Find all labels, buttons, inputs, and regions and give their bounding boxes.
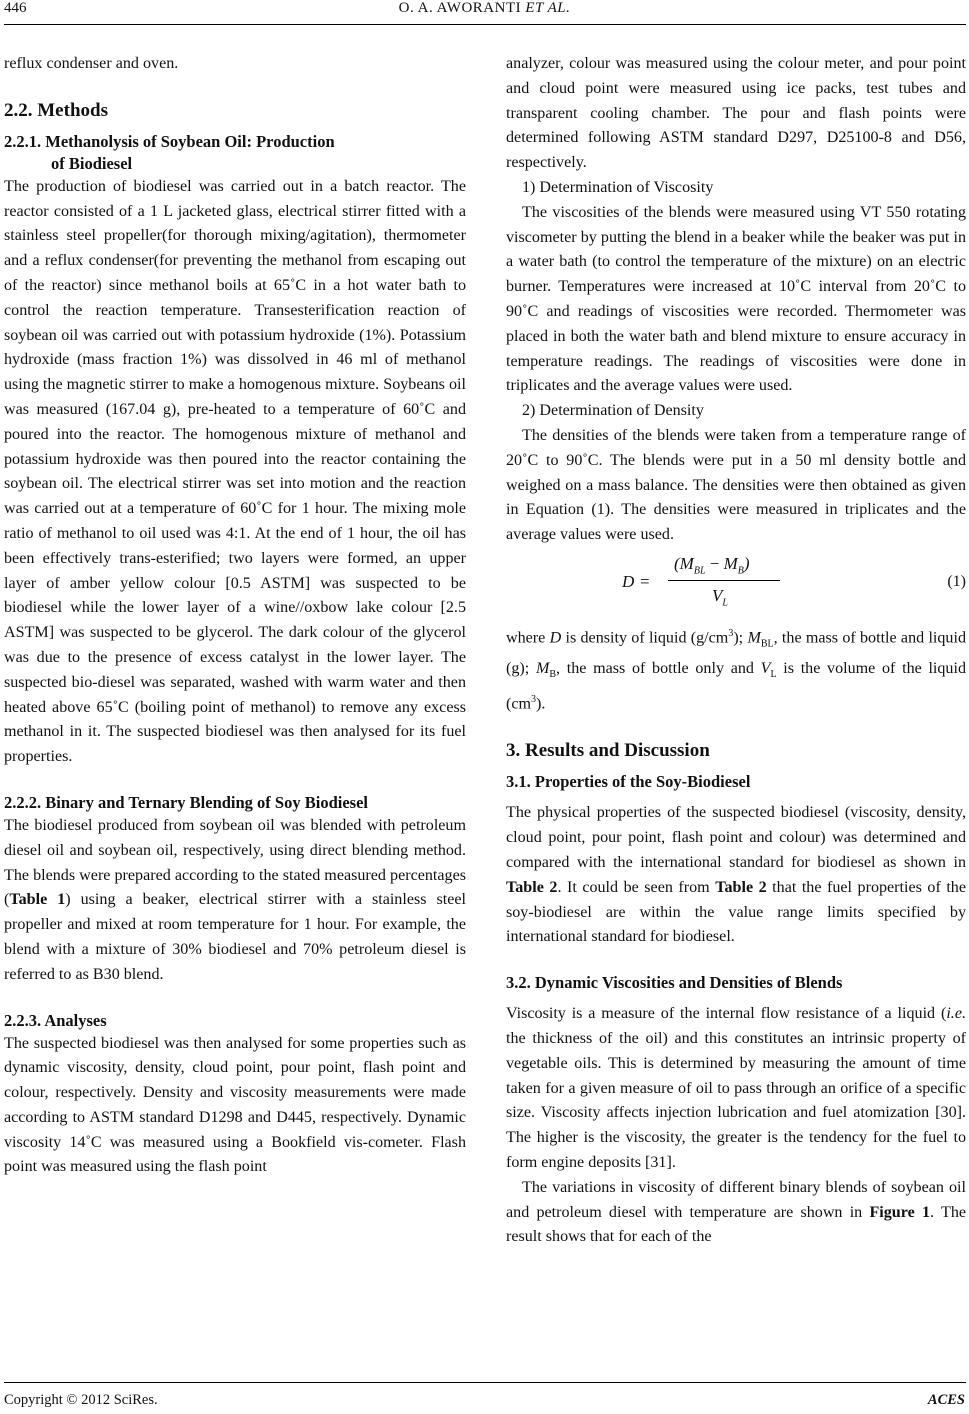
sub-heading-density: 2) Determination of Density (522, 402, 704, 420)
text-run: . It could be seen from (557, 878, 716, 896)
equation-1 (506, 554, 966, 616)
subsection-heading-analyses: 2.2.3. Analyses (4, 1010, 107, 1030)
paragraph: The production of biodiesel was carried out in a batch reactor. The reactor consisted of a 1 L jacketed glass, electrical stirrer fitted with a stainless steel propeller(for thorough mixing/agitation), thermometer and a reflux condenser(for preventing the methanol from escaping out of the reactor) since methanol boils at 65˚C in a hot water bath to control the reaction temperature. Transesterification reaction of soybean oil was carried out with potassium hydroxide (1%). Potassium hydroxide (mass fraction 1%) was dissolved in 46 ml of methanol using the magnetic stirrer to make a homogenous mixture. Soybeans oil was measured (167.04 g), pre-heated to a temperature of 60˚C and poured into the reactor. The homogenous mixture of methanol and potassium hydroxide was then poured into the reactor containing the soybean oil. The electrical stirrer was set into motion and the reaction was carried out at a temperature of 60˚C for 1 hour. The mixing mole ratio of methanol to oil used was 4:1. At the end of 1 hour, the oil has been effectively trans-esterified; two layers were formed, an upper layer of amber yellow colour [0.5 ASTM] was suspected to be biodiesel while the lower layer of a wine//oxbow lake colour [2.5 ASTM] was suspected to be glycerol. The dark colour of the glycerol was due to the presence of excess catalyst in the lower layer. The suspected bio-diesel was separated, washed with warm water and then heated above 65˚C (boiling point of methanol) to remove any excess methanol in it. The suspected biodiesel was then analysed for its fuel properties. (4, 177, 466, 766)
table-reference: Table 2 (506, 878, 558, 896)
italic-text: i.e. (946, 1005, 966, 1023)
paragraph (506, 801, 966, 950)
right-column (506, 52, 966, 1250)
page-number: 446 (4, 0, 27, 16)
heading-line: 2.2.1. Methanolysis of Soybean Oil: Production (4, 131, 335, 151)
symbol: M (535, 660, 550, 678)
paragraph (506, 622, 966, 718)
text-run: ). (536, 695, 546, 713)
symbol: M (747, 629, 761, 647)
paragraph (4, 814, 466, 988)
text-run: is the volume of the liquid (cm (506, 660, 967, 713)
subsection-heading-viscosities: 3.2. Dynamic Viscosities and Densities of Blends (506, 973, 843, 993)
paragraph: The viscosities of the blends were measured using VT 550 rotating viscometer by putting the blend in a beaker while the beaker was put in a water bath (to control the temperature of the mixture) on an electric burner. Temperatures were increased at 10˚C interval from 20˚C to 90˚C and readings of viscosities were recorded. Thermometer was placed in both the water bath and blend mixture to ensure accuracy in temperature readings. The readings of viscosities were done in triplicates and the average values were used. (506, 203, 966, 395)
table-reference: Table 1 (9, 891, 66, 909)
journal-name: ACES (927, 1392, 965, 1408)
sub-heading-viscosity: 1) Determination of Viscosity (522, 178, 714, 196)
paragraph: analyzer, colour was measured using the colour meter, and pour point and cloud point were measured using ice packs, test tubes and transparent cooling chamber. The pour and flash points were determined following ASTM standard D297, D25100-8 and D56, respectively. (506, 55, 966, 172)
subscript: B (549, 669, 557, 681)
paragraph: The suspected biodiesel was then analysed for some properties such as dynamic viscosity, density, cloud point, pour point, flash point and colour, respectively. Density and viscosity measurements were made according to ASTM standard D1298 and D445, respectively. Dynamic viscosity 14˚C was measured using a Bookfield vis-cometer. Flash point was measured using the flash point (4, 1034, 466, 1176)
text-run: is density of liquid (g/cm (561, 629, 729, 647)
eq-subscript: L (722, 597, 728, 609)
header-rule (4, 24, 966, 25)
text-run: ) using a beaker, electrical stirrer with a stainless steel propeller and mixed at room temperature for 1 hour. For example, the blend with a mixture of 30% biodiesel and 70% petroleum diesel is referred to as B30 blend. (4, 891, 466, 983)
eq-denominator (712, 584, 728, 616)
text-run: , the mass of bottle and liquid (g); (506, 629, 966, 678)
footer-rule (4, 1382, 966, 1383)
text-run: . The result shows that for each of the (506, 1203, 967, 1246)
running-title (0, 0, 969, 17)
eq-subscript: BL (693, 565, 706, 577)
table-reference: Table 2 (715, 878, 767, 896)
eq-equals: = (640, 571, 650, 591)
running-title-et-al: ET AL. (525, 0, 571, 16)
subscript: BL (760, 638, 774, 650)
subsection-heading-blending: 2.2.2. Binary and Ternary Blending of Soy Biodiesel (4, 792, 368, 812)
text-run: the thickness of the oil) and this constitutes an intrinsic property of vegetable oils. This is determined by measuring the amount of time taken for a given measure of oil to pass through an orifice of a specific size. Viscosity affects injection lubrication and fuel atomization [30]. The higher is the viscosity, the greater is the tendency for the fuel to form engine deposits [31]. (506, 1030, 966, 1172)
text-run: where (506, 629, 550, 647)
page-header (0, 0, 969, 24)
equation-number: (1) (947, 572, 966, 590)
text-run: Viscosity is a measure of the internal flow resistance of a liquid ( (506, 1005, 947, 1023)
subsection-heading-properties: 3.1. Properties of the Soy-Biodiesel (506, 772, 751, 792)
figure-reference: Figure 1 (869, 1203, 931, 1221)
paragraph: The densities of the blends were taken from a temperature range of 20˚C to 90˚C. The blends were put in a 50 ml density bottle and weighed on a mass balance. The densities were then obtained as given in Equation (1). The densities were measured in triplicates and the average values were used. (506, 426, 966, 544)
left-column (4, 52, 466, 1180)
eq-symbol: V (712, 585, 723, 605)
text-run: The biodiesel produced from soybean oil was blended with petroleum diesel oil and soybean oil, respectively, using direct blending method. The blends were prepared according to the stated measured percentages ( (4, 816, 466, 909)
copyright-notice: Copyright © 2012 SciRes. (4, 1392, 158, 1408)
paragraph (506, 1176, 966, 1250)
text-run: , the mass of bottle only and (556, 660, 761, 678)
heading-line: of Biodiesel (51, 153, 133, 173)
eq-subscript: B (737, 565, 744, 577)
superscript: 3 (728, 627, 734, 639)
eq-symbol: M (723, 553, 738, 573)
text-run: The variations in viscosity of different binary blends of soybean oil and petroleum diesel with temperature are shown in (506, 1178, 966, 1221)
section-heading-methods: 2.2. Methods (4, 99, 108, 121)
fraction-bar (668, 580, 780, 581)
paragraph: reflux condenser and oven. (4, 55, 179, 72)
eq-numerator: $(M_{BL} - M_B)$ (674, 553, 750, 577)
running-title-authors: O. A. AWORANTI (398, 0, 522, 16)
subscript: L (770, 669, 777, 681)
text-run: ); (733, 629, 748, 647)
text-run: The physical properties of the suspected biodiesel (viscosity, density, cloud point, pour point, flash point and colour) was determined and compared with the international standard for biodiesel as shown in (506, 804, 966, 872)
superscript: 3 (531, 694, 537, 706)
eq-symbol: M (679, 553, 694, 573)
section-heading-results: 3. Results and Discussion (506, 740, 710, 762)
paragraph (506, 1002, 966, 1176)
symbol: D (549, 629, 562, 647)
text-run: that the fuel properties of the soy-biodiesel are within the value range limits specified by international standard for biodiesel. (506, 878, 966, 946)
subsection-heading-methanolysis (4, 131, 466, 175)
eq-lhs: D (622, 571, 635, 591)
eq-minus: − (709, 553, 720, 573)
symbol: V (760, 660, 771, 678)
